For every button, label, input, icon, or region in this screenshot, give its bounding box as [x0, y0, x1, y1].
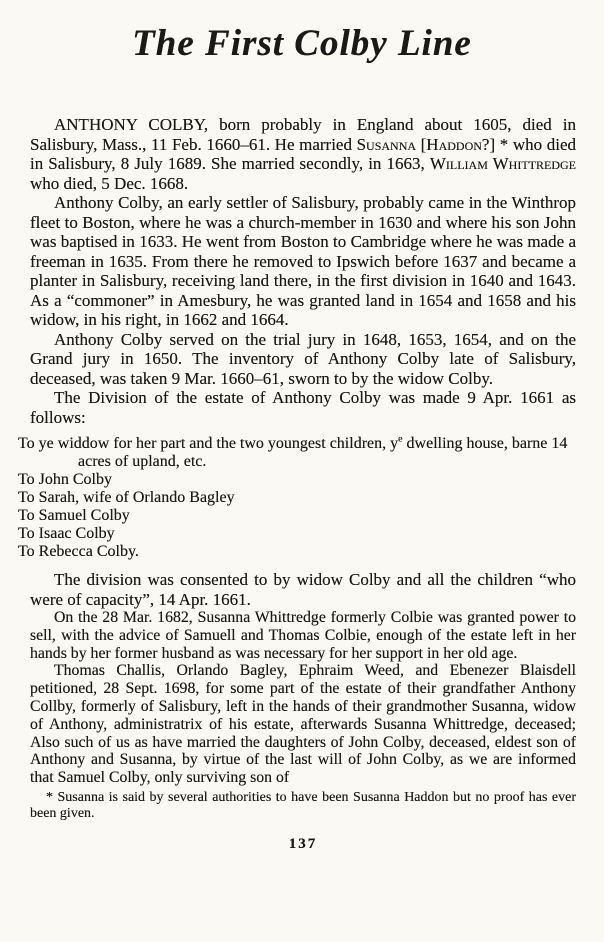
paragraph-grandchildren-petition: Thomas Challis, Orlando Bagley, Ephraim Weed, and Ebenezer Blaisdell petitioned, 28 Sept. 1698, for some part of the estate of their grandfather Anthony Collby, formerly of Salisbury, left in the hands of their grandmother Susanna, widow of Anthony, administratrix of his estate, afterwards Susanna Whittredge, deceased; Also such of us as have married the daughters of John Colby, deceased, eldest son of Anthony and Susanna, by virtue of the last will of John Colby, as we are informed that Samuel Colby, only surviving son of: [30, 662, 576, 787]
division-list-item-john: To John Colby: [18, 471, 112, 488]
paragraph-division-consent: The division was consented to by widow Colby and all the children “who were of capacity”, 14 Apr. 1661.: [30, 570, 576, 609]
footnote-susanna-haddon: * Susanna is said by several authorities to have been Susanna Haddon but no proof has ever been given.: [30, 789, 576, 821]
division-list: [18, 435, 576, 561]
paragraph-power-to-sell: On the 28 Mar. 1682, Susanna Whittredge formerly Colbie was granted power to sell, with the advice of Samuell and Thomas Colbie, enough of the estate left in her hands by her former husband as was necessary for her support in her old age.: [30, 609, 576, 662]
page-content: [18, 115, 576, 853]
page-number: 137: [288, 835, 318, 852]
page-title: The First Colby Line: [132, 23, 472, 64]
division-list-item-isaac: To Isaac Colby: [18, 525, 115, 542]
division-list-item-samuel: To Samuel Colby: [18, 507, 130, 524]
division-list-item-rebecca: To Rebecca Colby.: [18, 543, 139, 560]
paragraph-early-settler: Anthony Colby, an early settler of Salisbury, probably came in the Winthrop fleet to Boston, where he was a church-member in 1630 and where his son John was baptised in 1633. He went from Boston to Cambridge where he was made a freeman in 1635. From there he removed to Ipswich before 1637 and became a planter in Salisbury, receiving land there, in the first division in 1640 and 1643. As a “commoner” in Amesbury, he was granted land in 1654 and 1658 and his widow, in his right, in 1662 and 1664.: [30, 193, 576, 329]
paragraph-anthony-colby-intro: ANTHONY COLBY, born probably in England about 1605, died in Salisbury, Mass., 11 Feb. 1660–61. He married Susanna [Haddon?] * who died in Salisbury, 8 July 1689. She married secondly, in 1663, William Whittredge who died, 5 Dec. 1668.: [30, 115, 576, 193]
paragraph-division-intro: The Division of the estate of Anthony Colby was made 9 Apr. 1661 as follows:: [30, 388, 576, 427]
paragraph-jury-inventory: Anthony Colby served on the trial jury in 1648, 1653, 1654, and on the Grand jury in 1650. The inventory of Anthony Colby late of Salisbury, deceased, was taken 9 Mar. 1660–61, sworn to by the widow Colby.: [30, 329, 576, 388]
division-list-item-sarah: To Sarah, wife of Orlando Bagley: [18, 489, 235, 506]
division-list-item-widow: To ye widdow for her part and the two youngest children, $y^e$ dwelling house, barne 14 acres of upland, etc.: [18, 433, 568, 470]
